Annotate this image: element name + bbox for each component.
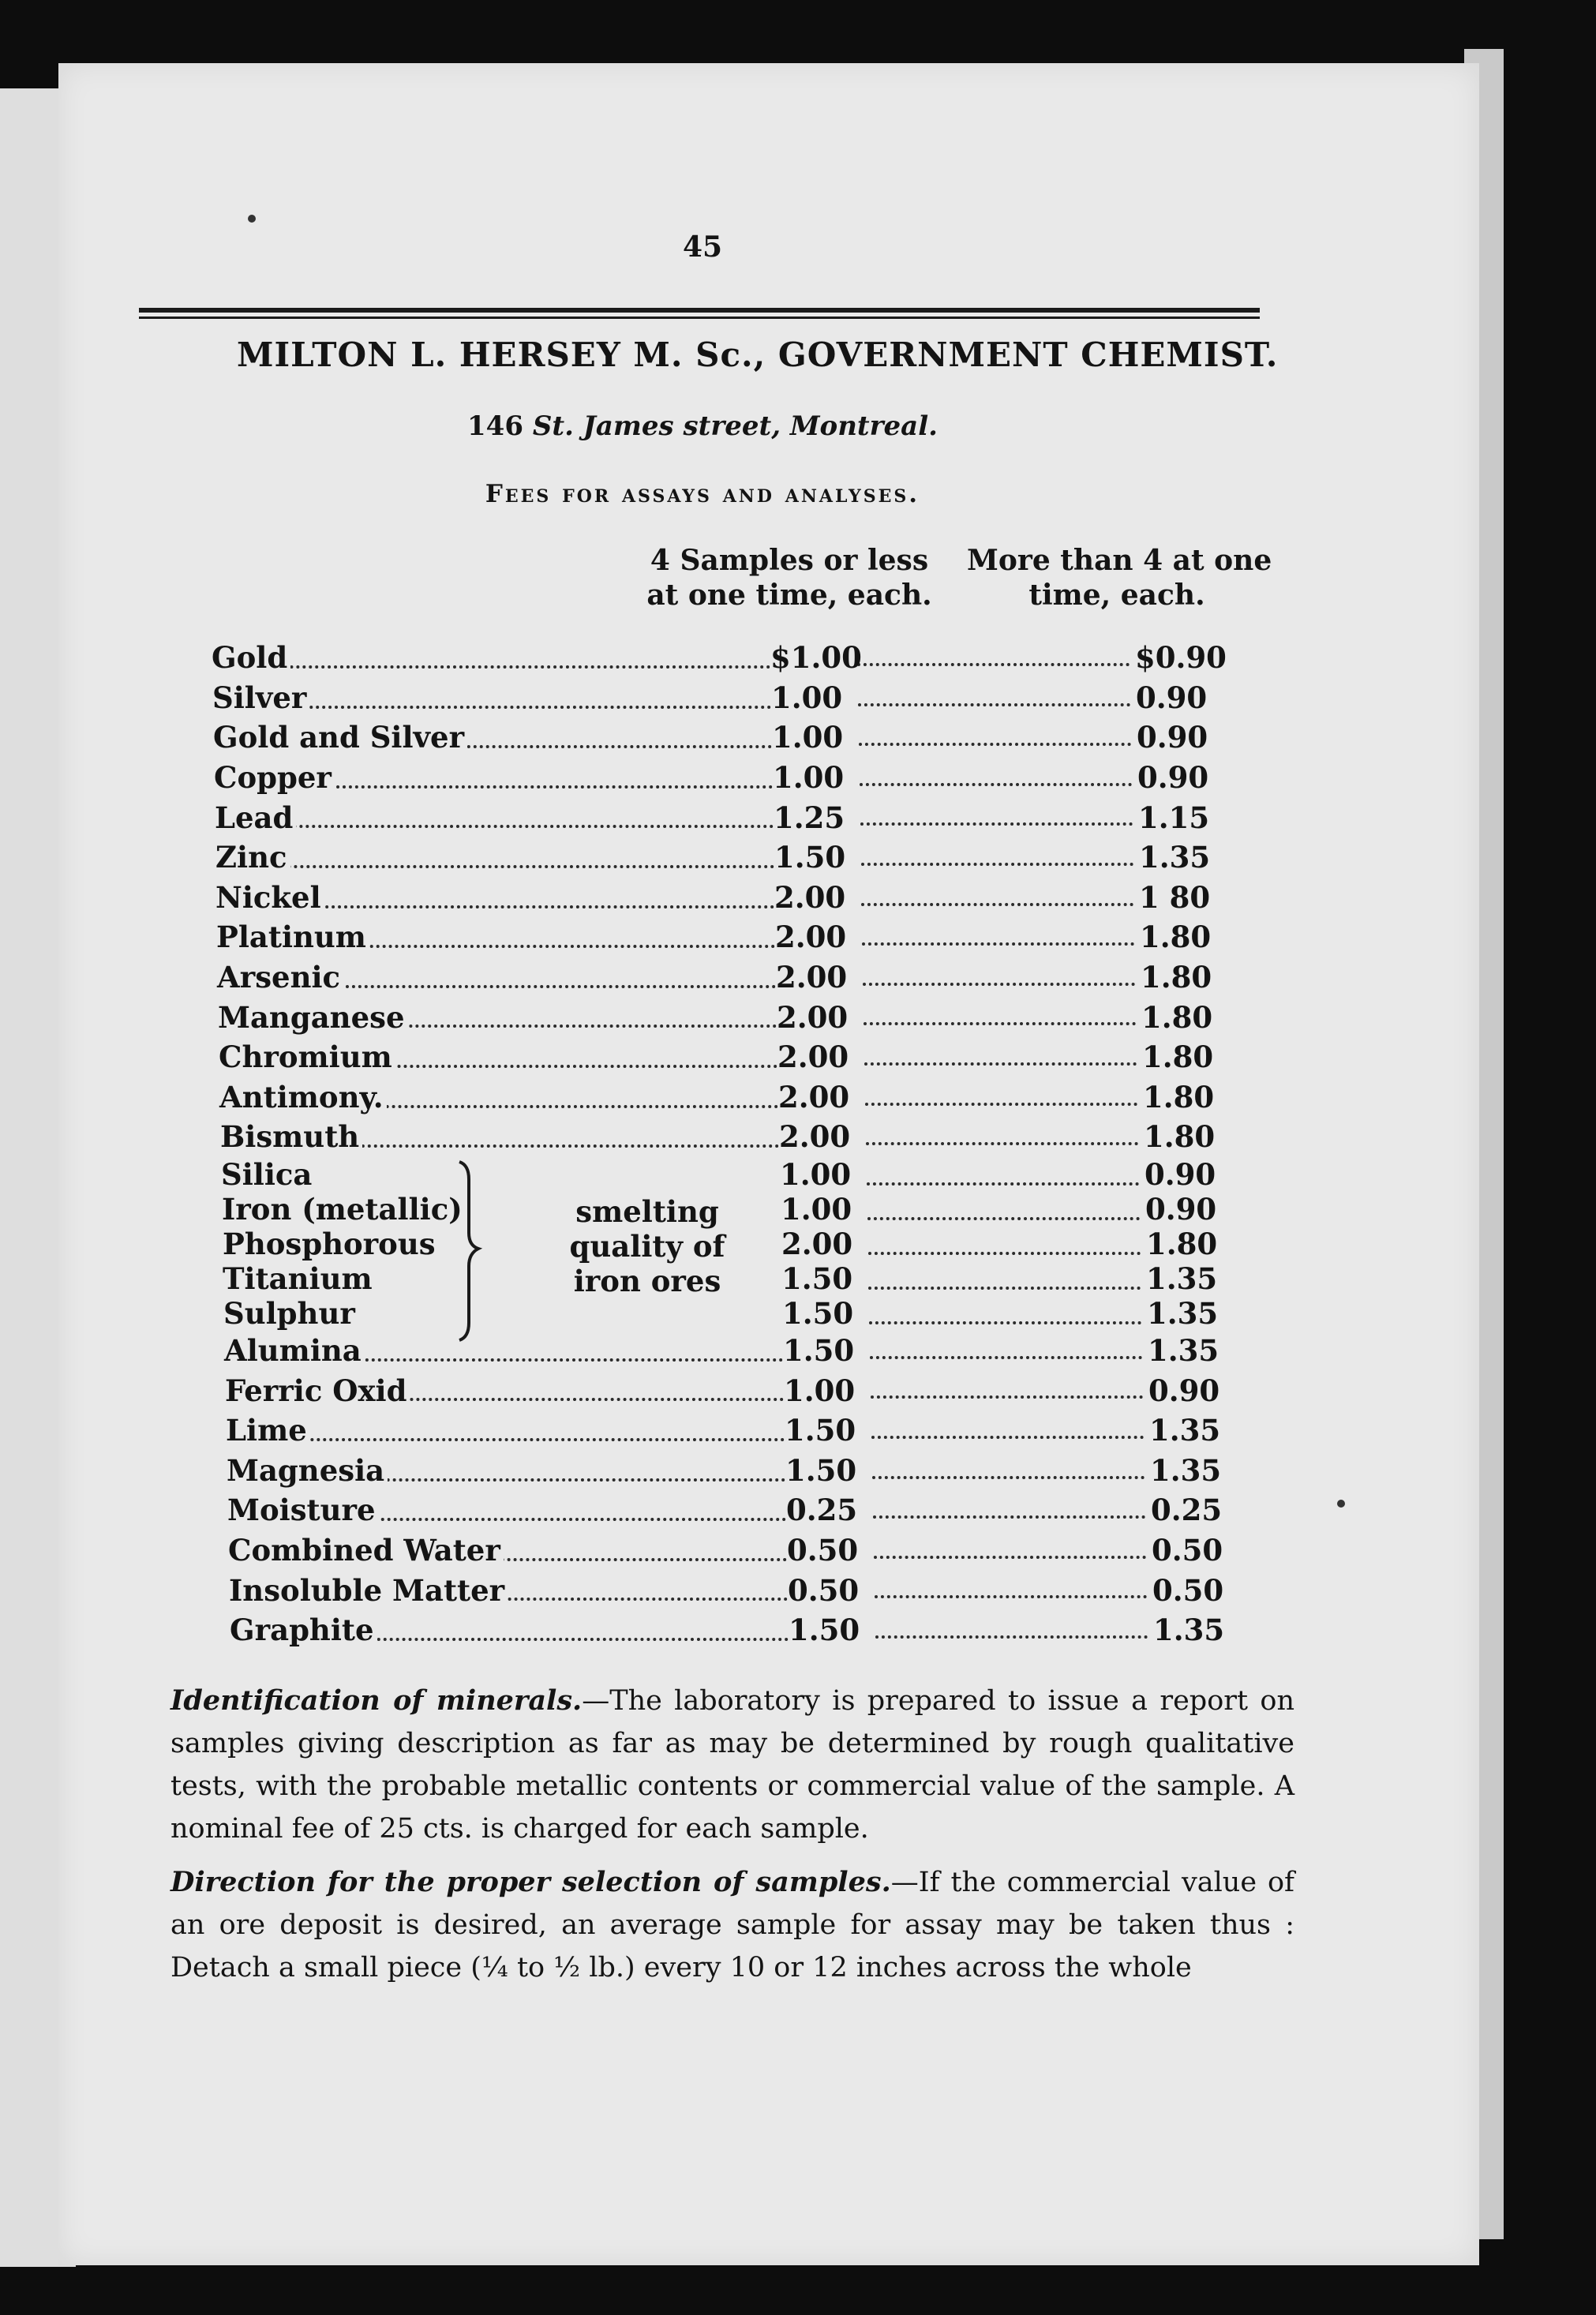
fee-row (215, 797, 1253, 837)
paper-speck (1337, 1500, 1345, 1508)
element-name: Lime (226, 1413, 310, 1448)
element-name: Moisture (227, 1493, 379, 1527)
dot-leader (872, 1476, 1145, 1479)
price-small-batch: 2.00 (777, 1000, 864, 1035)
fee-table (212, 638, 1253, 1650)
price-small-batch: 1.00 (772, 720, 859, 755)
fee-row (226, 1410, 1253, 1451)
price-small-batch: 1.50 (783, 1333, 870, 1368)
price-small-batch: 2.00 (777, 1040, 864, 1074)
dot-leader (861, 903, 1133, 906)
price-small-batch: $1.00 (770, 640, 862, 676)
group-note-line: smelting (575, 1194, 719, 1229)
group-note-line: iron ores (573, 1264, 721, 1298)
price-small-batch: 0.50 (788, 1573, 875, 1608)
price-large-batch: 0.90 (1145, 1157, 1223, 1192)
dot-leader (871, 1395, 1143, 1399)
paragraph-body: —If the commercial value of an ore deposit is desired, an average sample for assay may be taken thus : Detach a small piece (¼ to ½ lb.) every 10 or 12 inches across the whole (170, 1867, 1294, 1983)
price-large-batch: 1 80 (1139, 880, 1218, 915)
dot-leader (873, 1515, 1145, 1519)
element-name: Arsenic (217, 960, 343, 995)
price-large-batch: 0.25 (1151, 1493, 1230, 1527)
price-large-batch: 0.90 (1148, 1373, 1227, 1408)
column-header-line: 4 Samples or less (650, 544, 929, 577)
address-street: St. James street, (532, 410, 781, 442)
fee-row (225, 1370, 1253, 1410)
dot-leader (857, 663, 1130, 666)
dot-leader (874, 1556, 1146, 1559)
element-name: Gold and Silver (213, 720, 467, 755)
price-large-batch: 1.35 (1146, 1261, 1225, 1296)
price-large-batch: 0.50 (1152, 1573, 1231, 1608)
price-small-batch: 1.50 (774, 840, 861, 875)
element-name: Copper (214, 760, 335, 795)
price-large-batch: 1.35 (1149, 1413, 1228, 1448)
dot-leader (866, 1142, 1138, 1145)
page-title: MILTON L. HERSEY M. Sc., GOVERNMENT CHEMIST. (237, 335, 1279, 374)
element-name: Graphite (230, 1613, 377, 1647)
price-small-batch: 1.00 (780, 1157, 867, 1192)
element-name: Antimony. (219, 1080, 387, 1114)
fee-row (227, 1490, 1253, 1530)
fee-row (212, 678, 1253, 718)
dot-leader (864, 1022, 1136, 1025)
price-small-batch: 1.50 (789, 1613, 875, 1647)
element-name: Magnesia (227, 1453, 388, 1488)
dot-leader (227, 663, 770, 669)
column-header-large-batch (967, 543, 1272, 612)
price-small-batch: 1.25 (774, 800, 860, 835)
price-large-batch: 1.80 (1141, 1000, 1220, 1035)
dot-leader (867, 1182, 1139, 1186)
price-large-batch: 0.90 (1137, 720, 1216, 755)
fee-row (216, 917, 1253, 957)
dot-leader (868, 1287, 1141, 1290)
dot-leader (230, 822, 774, 828)
fee-row (227, 1451, 1253, 1491)
price-small-batch: 1.50 (781, 1261, 868, 1296)
dot-leader (860, 783, 1132, 786)
fee-row (215, 878, 1253, 918)
header-rule-thin (139, 317, 1260, 319)
column-header-line: at one time, each. (646, 579, 932, 612)
element-name: Gold (212, 640, 290, 675)
fee-row (223, 1296, 1253, 1331)
fee-row (220, 1117, 1253, 1157)
fee-row (229, 1570, 1253, 1610)
address-line (0, 410, 1405, 442)
price-small-batch: 1.00 (771, 680, 858, 715)
element-name: Phosphorous (223, 1227, 439, 1261)
element-name: Chromium (219, 1040, 395, 1074)
price-large-batch: 1.15 (1138, 800, 1217, 835)
price-large-batch: $0.90 (1135, 640, 1227, 676)
price-large-batch: 1.35 (1139, 840, 1218, 875)
dot-leader (862, 942, 1134, 946)
price-large-batch: 1.80 (1141, 960, 1219, 995)
price-small-batch: 1.00 (773, 760, 860, 795)
fee-row (228, 1530, 1253, 1571)
paragraph-body: —The laboratory is prepared to issue a report on samples giving description as far as may be determined by rough qualitative tests, with the probable metallic contents or commercial value of the sample. A nominal fee of 25 cts. is charged for each sample. (170, 1685, 1294, 1845)
address-number: 146 (467, 410, 523, 442)
address-city: Montreal. (789, 410, 938, 442)
dot-leader (242, 1436, 785, 1441)
fee-row (214, 758, 1253, 798)
dot-leader (868, 1252, 1141, 1255)
price-small-batch: 1.50 (785, 1413, 871, 1448)
identification-paragraph (170, 1680, 1294, 1850)
paragraph-lead: Direction for the proper selection of samples. (170, 1866, 891, 1898)
element-name: Manganese (218, 1000, 408, 1035)
price-large-batch: 0.50 (1152, 1533, 1231, 1568)
element-name: Bismuth (220, 1119, 362, 1154)
fee-row (212, 638, 1253, 678)
fee-row (213, 717, 1253, 758)
paper-speck (248, 215, 256, 223)
element-name: Nickel (215, 880, 324, 915)
price-small-batch: 2.00 (781, 1227, 868, 1261)
price-large-batch: 1.35 (1148, 1333, 1227, 1368)
fee-row (224, 1331, 1253, 1371)
dot-leader (875, 1595, 1147, 1598)
element-name: Lead (215, 800, 296, 835)
fees-subtitle: Fees for assays and analyses. (485, 480, 920, 508)
price-small-batch: 2.00 (778, 1080, 865, 1114)
column-header-small-batch (631, 543, 947, 612)
price-large-batch: 0.90 (1145, 1192, 1224, 1227)
fee-row (230, 1610, 1253, 1650)
dot-leader (869, 1321, 1141, 1324)
price-large-batch: 1.80 (1140, 920, 1219, 954)
dot-leader (860, 822, 1133, 826)
price-large-batch: 1.80 (1142, 1040, 1221, 1074)
price-small-batch: 1.00 (781, 1192, 867, 1227)
element-name: Combined Water (228, 1533, 504, 1568)
dot-leader (865, 1103, 1137, 1106)
iron-ore-group-note (545, 1194, 750, 1298)
element-name: Silica (221, 1157, 315, 1192)
price-small-batch: 1.50 (782, 1296, 869, 1331)
direction-paragraph (170, 1861, 1294, 1989)
column-header-line: time, each. (1028, 579, 1205, 612)
dot-leader (231, 863, 774, 868)
price-large-batch: 0.90 (1136, 680, 1215, 715)
dot-leader (870, 1356, 1142, 1359)
element-name: Sulphur (223, 1296, 358, 1331)
element-name: Insoluble Matter (229, 1573, 508, 1608)
dot-leader (863, 983, 1135, 986)
price-large-batch: 1.35 (1153, 1613, 1232, 1647)
element-name: Platinum (216, 920, 369, 954)
fee-row (221, 1157, 1253, 1192)
dot-leader (867, 1217, 1140, 1220)
dot-leader (859, 743, 1131, 746)
dot-leader (861, 863, 1133, 866)
price-large-batch: 1.80 (1146, 1227, 1225, 1261)
price-large-batch: 1.35 (1150, 1453, 1229, 1488)
header-rule (139, 308, 1260, 313)
price-small-batch: 0.25 (786, 1493, 873, 1527)
element-name: Silver (212, 680, 309, 715)
fee-row (218, 997, 1253, 1037)
price-small-batch: 2.00 (774, 880, 861, 915)
fee-row (215, 837, 1253, 878)
fee-row (217, 957, 1253, 998)
dot-leader (864, 1062, 1137, 1066)
page-number: 45 (682, 230, 723, 264)
price-small-batch: 1.50 (785, 1453, 872, 1488)
price-large-batch: 1.80 (1143, 1080, 1222, 1114)
price-small-batch: 0.50 (787, 1533, 874, 1568)
element-name: Titanium (223, 1261, 376, 1296)
element-name: Alumina (224, 1333, 365, 1368)
fee-row (219, 1077, 1253, 1118)
price-small-batch: 2.00 (775, 920, 862, 954)
paragraph-lead: Identification of minerals. (170, 1684, 583, 1717)
element-name: Ferric Oxid (225, 1373, 410, 1408)
price-small-batch: 2.00 (779, 1119, 866, 1154)
dot-leader (871, 1436, 1144, 1439)
dot-leader (858, 703, 1130, 706)
element-name: Iron (metallic) (222, 1192, 466, 1227)
price-large-batch: 1.35 (1147, 1296, 1226, 1331)
group-note-line: quality of (569, 1229, 725, 1264)
price-small-batch: 2.00 (776, 960, 863, 995)
price-large-batch: 0.90 (1137, 760, 1216, 795)
fee-row (219, 1037, 1253, 1077)
price-large-batch: 1.80 (1144, 1119, 1223, 1154)
element-name: Zinc (215, 840, 290, 875)
column-header-line: More than 4 at one (967, 544, 1272, 577)
dot-leader (875, 1635, 1148, 1639)
price-small-batch: 1.00 (784, 1373, 871, 1408)
